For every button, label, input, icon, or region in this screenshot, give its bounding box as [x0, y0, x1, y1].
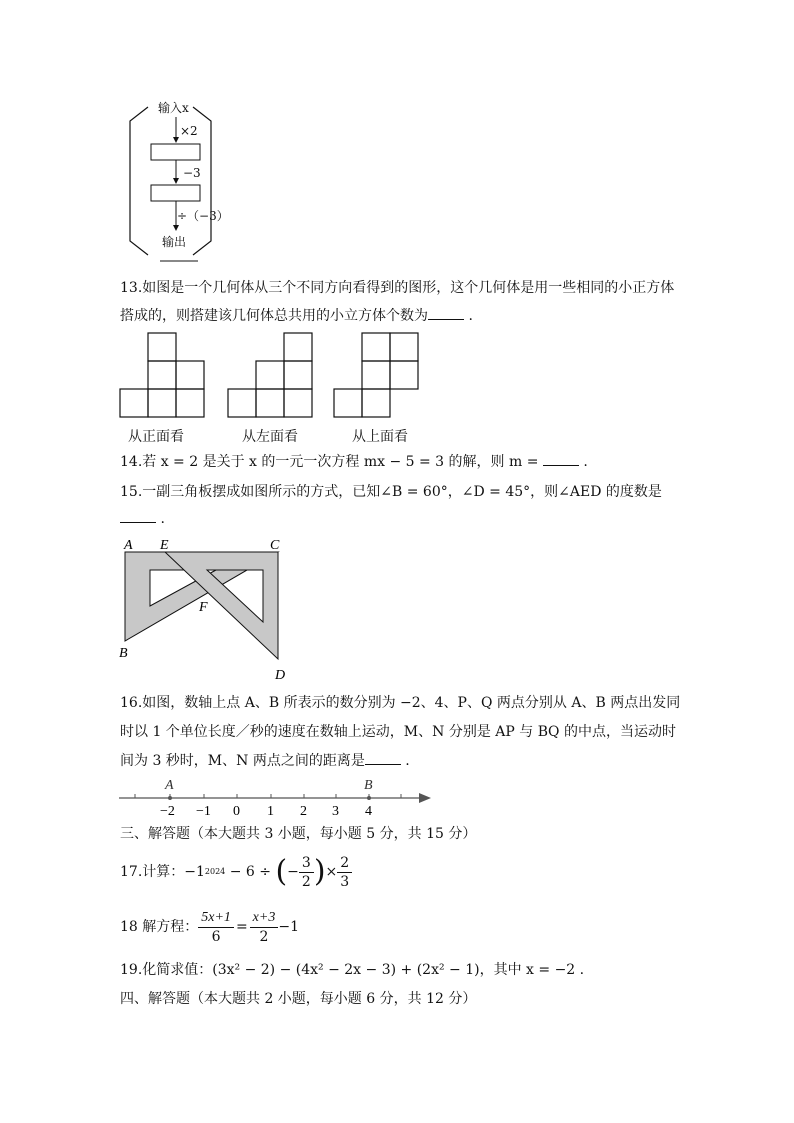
q16-tick-4: 4	[365, 804, 372, 819]
q15-label-d: D	[275, 668, 286, 683]
q18-lhs-fraction: $\frac{5x+1}{6}$	[198, 909, 234, 946]
q16-tick-0: 0	[233, 804, 240, 819]
q16-tick-1: 1	[267, 804, 274, 819]
q15-answer-blank	[120, 510, 156, 523]
q16-line2: 时以 1 个单位长度／秒的速度在数轴上运动，M、N 分别是 AP 与 BQ 的中点，当运动时	[120, 724, 676, 740]
q16-line3: 间为 3 秒时，M、N 两点之间的距离是 .	[120, 753, 410, 769]
q15-label-f: F	[199, 600, 208, 615]
section3-title: 三、解答题（本大题共 3 小题，每小题 5 分，共 15 分）	[120, 826, 477, 842]
q17-times: ×	[325, 864, 338, 880]
q13-view-top: 从上面看	[352, 429, 408, 445]
q18-rhs-fraction: $\frac{x+3}{2}$	[250, 909, 279, 946]
q16-point-a: A	[165, 778, 174, 793]
q15-label-a: A	[124, 538, 133, 553]
q16-number-line	[115, 772, 440, 822]
q15-triangles-figure	[115, 533, 305, 683]
q16-point-b: B	[364, 778, 373, 793]
q19: 19.化简求值：(3x² − 2) − (4x² − 2x − 3) + (2x² − 1)，其中 x = −2 .	[120, 962, 585, 978]
q16-tick--2: −2	[160, 804, 175, 819]
q15-line1: 15.一副三角板摆成如图所示的方式，已知∠B = 60°，∠D = 45°，则∠AED 的度数是	[120, 484, 662, 500]
section4-title: 四、解答题（本大题共 2 小题，每小题 6 分，共 12 分）	[120, 991, 477, 1007]
q18-equals: =	[235, 919, 248, 935]
q16-answer-blank	[365, 752, 401, 765]
q16-tick--1: −1	[196, 804, 211, 819]
q16-line3-text: 间为 3 秒时，M、N 两点之间的距离是	[120, 753, 365, 769]
q17-mid: − 6 ÷	[225, 864, 276, 880]
flowchart-input-label: 输入x	[158, 101, 189, 115]
q18-rhs-tail: −1	[278, 919, 299, 935]
flowchart-output-label: 输出	[162, 235, 187, 249]
q13-views	[118, 330, 428, 422]
q13-view-front: 从正面看	[128, 429, 184, 445]
q17-paren-close: )	[313, 854, 326, 889]
q17-paren-open: (	[275, 854, 288, 889]
q13-line1: 13.如图是一个几何体从三个不同方向看得到的图形，这个几何体是用一些相同的小正方体	[120, 280, 675, 296]
q15-label-c: C	[270, 538, 280, 553]
q13-view-left: 从左面看	[242, 429, 298, 445]
q14-answer-blank	[543, 453, 579, 466]
flowchart-step3: ÷（−3）	[177, 209, 229, 223]
q15-line2: .	[120, 510, 165, 528]
q15-label-e: E	[160, 538, 169, 553]
q16-line1: 16.如图，数轴上点 A、B 所表示的数分别为 −2、4、P、Q 两点分别从 A、B 两点出发同	[120, 695, 681, 711]
q13-answer-blank	[428, 307, 464, 320]
q13-line2-text: 搭成的，则搭建该几何体总共用的小立方体个数为	[120, 308, 428, 324]
q18-prefix: 18 解方程：	[120, 919, 199, 935]
q17-fraction-1: $\frac{3}{2}$	[299, 854, 314, 891]
q13-line2: 搭成的，则搭建该几何体总共用的小立方体个数为 .	[120, 308, 473, 324]
q14: 14.若 x = 2 是关于 x 的一元一次方程 mx − 5 = 3 的解，则 m = .	[120, 454, 588, 470]
q15-label-b: B	[119, 646, 128, 661]
q17-fraction-2: $\frac{2}{3}$	[337, 854, 352, 891]
q14-text: 14.若 x = 2 是关于 x 的一元一次方程 mx − 5 = 3 的解，则 m =	[120, 454, 543, 470]
q17	[120, 850, 352, 894]
q17-minus: −	[287, 864, 299, 880]
flowchart-step2: −3	[183, 166, 201, 180]
q17-prefix: 17.计算：	[120, 864, 185, 880]
q16-tick-2: 2	[300, 804, 307, 819]
q17-expr-start: −1	[184, 864, 205, 880]
q16-tick-3: 3	[332, 804, 339, 819]
q18	[120, 905, 299, 949]
flowchart-step1: ×2	[180, 124, 198, 138]
q17-exponent: 2024	[204, 867, 226, 876]
